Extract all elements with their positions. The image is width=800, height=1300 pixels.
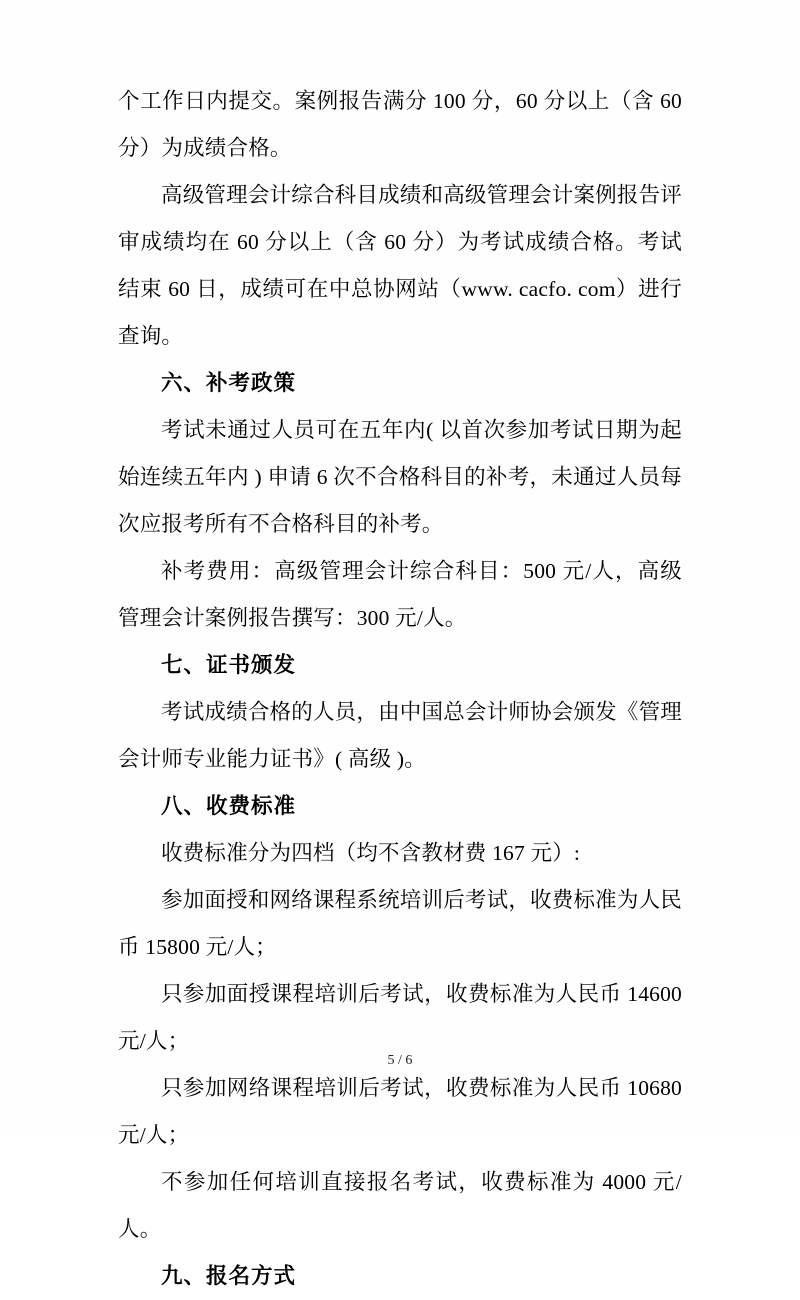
- paragraph-certificate-issuance: 考试成绩合格的人员，由中国总会计师协会颁发《管理会计师专业能力证书》( 高级 )。: [118, 700, 682, 771]
- paragraph-continuation: 个工作日内提交。案例报告满分 100 分，60 分以上（含 60 分）为成绩合格。: [118, 89, 682, 160]
- section-heading-registration-method: 九、报名方式: [161, 1264, 297, 1288]
- document-body: [118, 78, 682, 1300]
- paragraph-fee-tier-1: 参加面授和网络课程系统培训后考试，收费标准为人民币 15800 元/人；: [118, 888, 682, 959]
- paragraph-fee-tier-2: 只参加面授课程培训后考试，收费标准为人民币 14600 元/人；: [118, 982, 682, 1053]
- section-heading-certificate: 七、证书颁发: [161, 653, 297, 677]
- paragraph-grade-query: 高级管理会计综合科目成绩和高级管理会计案例报告评审成绩均在 60 分以上（含 60 分）为考试成绩合格。考试结束 60 日，成绩可在中总协网站（www. cacfo. com）进行查询。: [118, 183, 682, 348]
- section-heading-fee-standard: 八、收费标准: [161, 794, 297, 818]
- page-number: 5 / 6: [387, 1053, 413, 1068]
- section-heading-retake-policy: 六、补考政策: [161, 371, 297, 395]
- paragraph-fee-tier-3: 只参加网络课程培训后考试，收费标准为人民币 10680 元/人；: [118, 1076, 682, 1147]
- paragraph-retake-fees: 补考费用：高级管理会计综合科目：500 元/人，高级管理会计案例报告撰写：300 元/人。: [118, 559, 682, 630]
- paragraph-fee-tier-4: 不参加任何培训直接报名考试，收费标准为 4000 元/人。: [118, 1170, 682, 1241]
- paragraph-retake-eligibility: 考试未通过人员可在五年内( 以首次参加考试日期为起始连续五年内 ) 申请 6 次不合格科目的补考，未通过人员每次应报考所有不合格科目的补考。: [118, 418, 682, 536]
- paragraph-fee-tiers-intro: 收费标准分为四档（均不含教材费 167 元）:: [161, 841, 581, 865]
